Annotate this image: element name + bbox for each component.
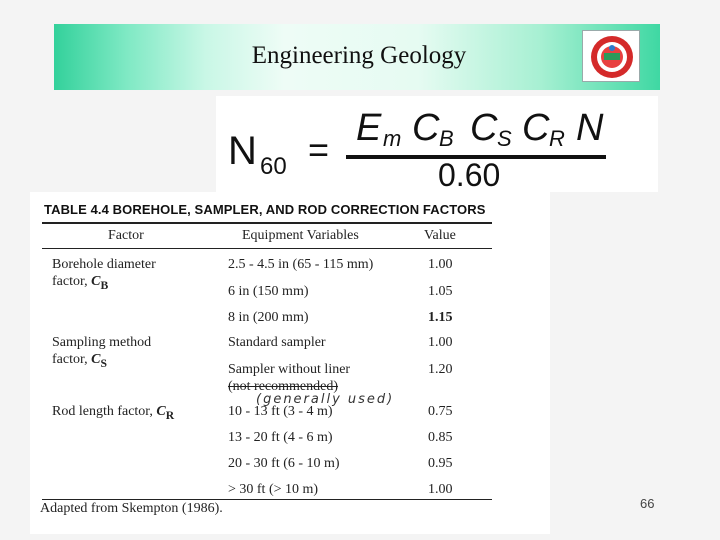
equipment-line2-struck: (not recommended) [228,379,339,394]
spt-correction-formula [216,96,658,192]
factor-label-line2: factor, [52,352,92,367]
factor-symbol: C [156,404,166,419]
handwritten-note: (generally used) [256,392,395,407]
formula-equals: = [308,129,330,170]
value-cell: 1.20 [428,362,453,377]
factor-label-line1: Sampling method [52,335,152,350]
page-number: 66 [640,496,655,511]
equipment-cell: 13 - 20 ft (4 - 6 m) [228,430,333,445]
num-term-1: E [356,107,382,149]
table-top-rule [42,222,492,224]
factor-symbol-sub: S [100,356,107,370]
correction-factors-table [30,192,550,534]
factor-label-borehole [52,256,156,294]
factor-symbol-sub: B [100,278,109,292]
equipment-cell [228,361,350,395]
factor-symbol: C [91,352,101,367]
university-seal-icon [582,30,640,82]
table-bottom-rule [42,499,492,500]
num-term-2: C [412,107,440,149]
factor-label-rod-length [52,403,174,424]
num-term-3: C [470,107,498,149]
factor-label-line1: Borehole diameter [52,257,156,272]
formula-lhs: N [228,129,257,173]
equipment-cell: 20 - 30 ft (6 - 10 m) [228,456,340,471]
slide-title: Engineering Geology [251,42,467,69]
factor-label-sampling [52,334,151,372]
value-cell: 1.00 [428,482,453,497]
factor-label-line1: Rod length factor, [52,404,157,419]
equipment-cell: 8 in (200 mm) [228,310,309,325]
value-cell: 1.00 [428,335,453,350]
equipment-cell: 6 in (150 mm) [228,284,309,299]
header-rule [42,248,492,249]
value-cell: 1.15 [428,310,453,325]
equipment-cell: 10 - 13 ft (3 - 4 m) [228,404,333,419]
equipment-cell: 2.5 - 4.5 in (65 - 115 mm) [228,257,374,272]
num-sub-2: B [439,126,454,151]
num-sub-4: R [549,126,565,151]
value-cell: 0.95 [428,456,453,471]
value-cell: 1.00 [428,257,453,272]
equipment-line1: Sampler without liner [228,362,351,377]
num-sub-1: m [383,126,402,151]
table-source-note: Adapted from Skempton (1986). [40,501,223,516]
factor-symbol-sub: R [165,408,175,422]
header-factor: Factor [108,228,144,243]
num-term-5: N [576,107,604,149]
num-sub-3: S [497,126,512,151]
num-term-4: C [522,107,550,149]
table-title: TABLE 4.4 BOREHOLE, SAMPLER, AND ROD CORRECTION FACTORS [44,202,486,217]
value-cell: 1.05 [428,284,453,299]
formula-lhs-sub: 60 [260,153,287,180]
value-cell: 0.75 [428,404,453,419]
value-cell: 0.85 [428,430,453,445]
equipment-cell: > 30 ft (> 10 m) [228,482,319,497]
factor-label-line2: factor, [52,274,92,289]
header-equipment: Equipment Variables [242,228,359,243]
header-value: Value [424,228,456,243]
slide-header [54,24,660,90]
formula-denominator: 0.60 [438,157,501,192]
factor-symbol: C [91,274,101,289]
equipment-cell: Standard sampler [228,335,326,350]
